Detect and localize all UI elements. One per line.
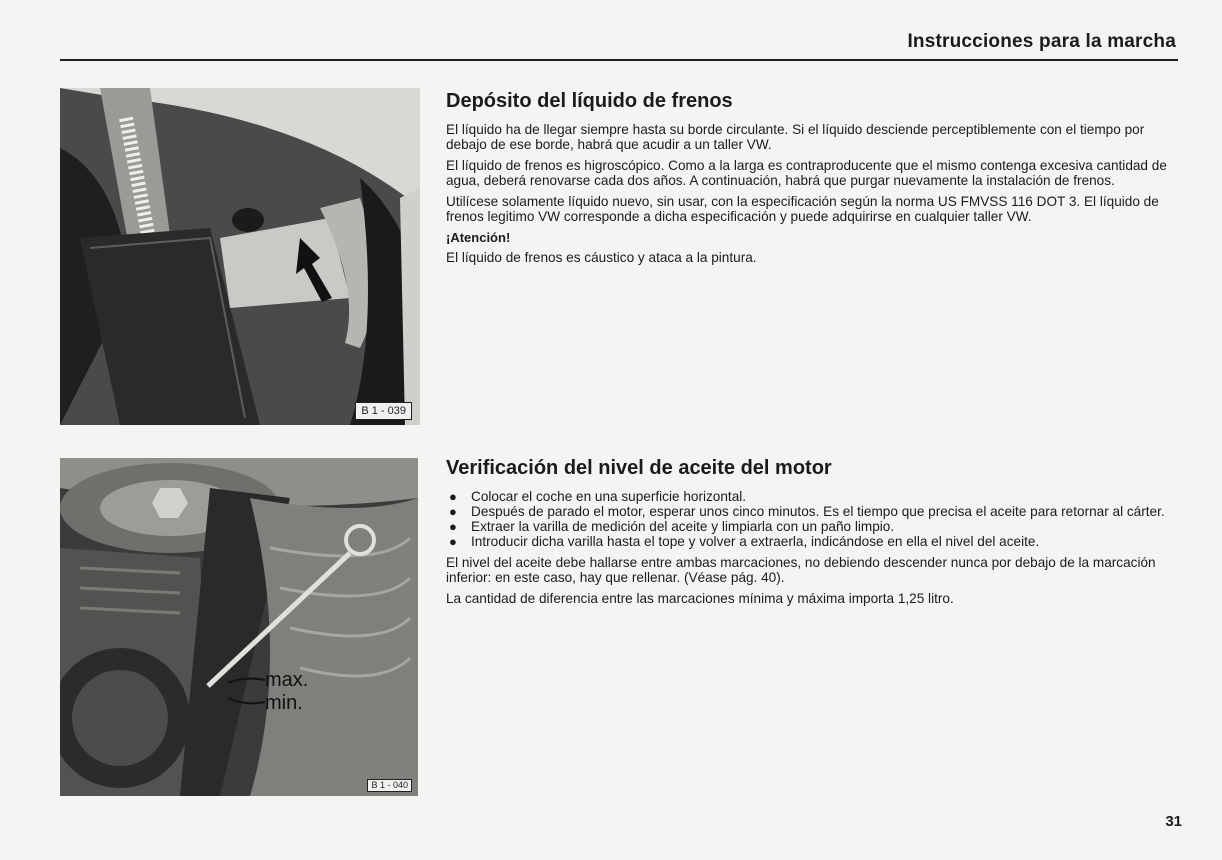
instruction-list [446,489,1186,549]
list-item [446,534,1186,549]
figure-code-label: B 1 - 040 [367,779,412,792]
page-header-title: Instrucciones para la marcha [907,31,1176,52]
paragraph: El líquido de frenos es higroscópico. Como a la larga es contraproducente que el mismo contenga excesiva cantidad de agua, deberá renovarse cada dos años. A continuación, habrá que purgar nuevamente la instalación de frenos. [446,158,1167,188]
figure-code-label: B 1 - 039 [355,402,412,420]
list-item-text: Extraer la varilla de medición del aceite y limpiarla con un paño limpio. [471,519,895,534]
bullet-icon: ● [449,504,457,519]
bullet-icon: ● [449,519,457,534]
attention-text: El líquido de frenos es cáustico y ataca a la pintura. [446,250,757,265]
brake-fluid-section [446,88,1186,271]
list-item [446,504,1186,519]
oil-level-section [446,455,1186,612]
paragraph: Utilícese solamente líquido nuevo, sin usar, con la especificación según la norma US FMVSS 116 DOT 3. El líquido de frenos legitimo VW corresponde a dicha especificación y puede adquirirse en cualquier taller VW. [446,194,1159,224]
list-item-text: Introducir dicha varilla hasta el tope y volver a extraerla, indicándose en ella el nivel del aceite. [471,534,1040,549]
list-item-text: Después de parado el motor, esperar unos cinco minutos. Es el tiempo que precisa el aceite para retornar al cárter. [471,504,1165,519]
header-divider [60,59,1178,61]
section-heading: Verificación del nivel de aceite del motor [446,457,832,479]
section-heading: Depósito del líquido de frenos [446,90,733,112]
paragraph: La cantidad de diferencia entre las marcaciones mínima y máxima importa 1,25 litro. [446,591,954,606]
oil-dipstick-photo [60,458,418,796]
bullet-icon: ● [449,534,457,549]
dipstick-max-label: max. [265,669,309,691]
brake-fluid-reservoir-photo [60,88,420,425]
paragraph: El nivel del aceite debe hallarse entre ambas marcaciones, no debiendo descender nunca por debajo de la marcación inferior: en este caso, hay que rellenar. (Véase pág. 40). [446,555,1156,585]
paragraph: El líquido ha de llegar siempre hasta su borde circulante. Si el líquido desciende perceptiblemente con el tiempo por debajo de ese borde, habrá que acudir a un taller VW. [446,122,1145,152]
page-number: 31 [1165,813,1182,830]
list-item [446,519,1186,534]
list-item-text: Colocar el coche en una superficie horizontal. [471,489,747,504]
bullet-icon: ● [449,489,457,504]
attention-label: ¡Atención! [446,230,511,245]
list-item [446,489,1186,504]
dipstick-min-label: min. [265,692,303,714]
